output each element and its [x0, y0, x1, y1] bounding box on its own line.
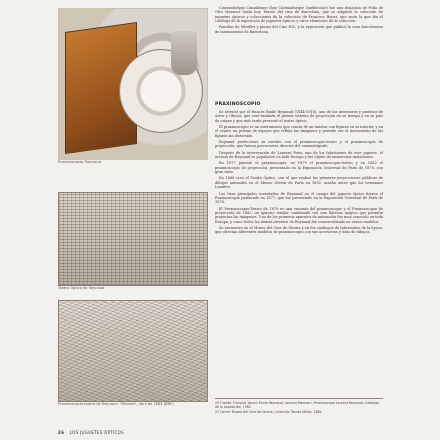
image-caption: Praxinoscopio-teatro de Reynaud. "Revista", abril de 1884 (BNF)	[58, 402, 174, 406]
paragraph: Las tiras principales inventadas de Reynaud en el campo del juguete óptico fueron el Praxinoscopio patentado en 1877, que fue presentado en la Exposición Universal de París de 1878.	[215, 191, 383, 205]
paragraph: Se inventó por el francés Émile Reynaud (1844-1918), uno de los inventores y profesor de Artes y Oficios, que creó también el primer sistema de proyección en su tiempo y en su país de origen y que más tarde presentó el teatro óptico.	[215, 110, 383, 123]
footnote: 20 Fuente: François Tassel: Émile Reynaud, Laurent Mannoni. Praxinoscope Laurent Reynaud. Catálogo de la exposición, 1982.	[215, 401, 380, 409]
image-caption: Praxinoscopio. Reynaud	[58, 160, 101, 164]
optical-theatre-engraving	[58, 192, 208, 286]
paragraph: El Praxinoscopio-Teatro de 1879 es una variante del praxinoscopio y el Praxinoscopio de proyección de 1882, un aparato similar combinado con una linterna mágica que permitía proyectar las imágenes. Uno de los primeros aparatos de animación fue muy conocido en toda Europa, y como todos los demás inventos de Reynaud fue comercializado en varios modelos.	[215, 206, 383, 224]
text-column-top	[215, 6, 383, 36]
paragraph: En 1888 creó el Teatro Óptico, con el que realizó las primeras proyecciones públicas de dibujos animados en el Museo Grévin de París en 1892, mucho antes que los hermanos Lumière.	[215, 176, 383, 190]
paragraph: Familias de Miralles y piezas del Cine NIC, y la exposición que publicó la casa barcelonesa de monumentos de Barcelona.	[215, 25, 383, 34]
praxinoscope-lamp-image	[171, 31, 197, 75]
paragraph: En 1877 patentó el praxinoscopio; en 1879 el praxinoscopio-teatro y en 1882 el praxinoscopio de proyección, presentado en la Exposición Universal de París de 1878, con gran éxito.	[215, 161, 383, 175]
paragraph: Se encuentra en el Museo del Cine de Girona y en los catálogos de fabricantes de la época, que ofrecían diferentes modelos de praxinoscopio con sus accesorios y tiras de dibujos.	[215, 225, 383, 235]
paragraph: Cinemathèque Canadienne (hoy Cinémathèque Québécoise) fue una donación de Folio de Otto Messner hasta hoy. Museo del cine de Barcelona, que se adquirió la colección de juguetes ópticos y colecciones de la colección de Francesc Bonet, que sería la que iba el catálogo de la exposición de juguetes ópticos y otros elementos de la colección.	[215, 6, 383, 24]
paragraph: Reynaud perfeccionó su invento con el praxinoscopio-teatro y el praxinoscopio de proyección, que fueron precursores directos del cinematógrafo.	[215, 140, 383, 149]
paragraph: El praxinoscopio es un instrumento que consta de un tambor con figuras en su interior, y en el centro un prisma de espejos que refleja las imágenes y permite ver el movimiento de las figuras sin distorsión.	[215, 125, 383, 138]
footnotes	[215, 398, 383, 415]
footnote: 21 Cartel: Museo del Cine de Girona, Colección Tomàs Mallol, 1884.	[215, 410, 323, 414]
running-title: LOS JUGUETES ÓPTICOS	[69, 430, 124, 435]
page-number: 26	[58, 430, 65, 435]
praxinoscope-photo	[58, 8, 208, 160]
text-column-main	[215, 110, 383, 237]
paragraph: Después de la intervención de Laurent Pean, uno de los fabricantes de este juguete, el invento de Reynaud se popularizó en toda Europa y fue objeto de numerosas imitaciones.	[215, 150, 383, 160]
praxinoscope-theatre-engraving	[58, 300, 208, 402]
image-caption: Teatro Óptico de Reynaud	[58, 286, 105, 290]
section-heading: PRAXINOSCOPIO	[215, 102, 261, 107]
page-folio	[58, 430, 124, 435]
